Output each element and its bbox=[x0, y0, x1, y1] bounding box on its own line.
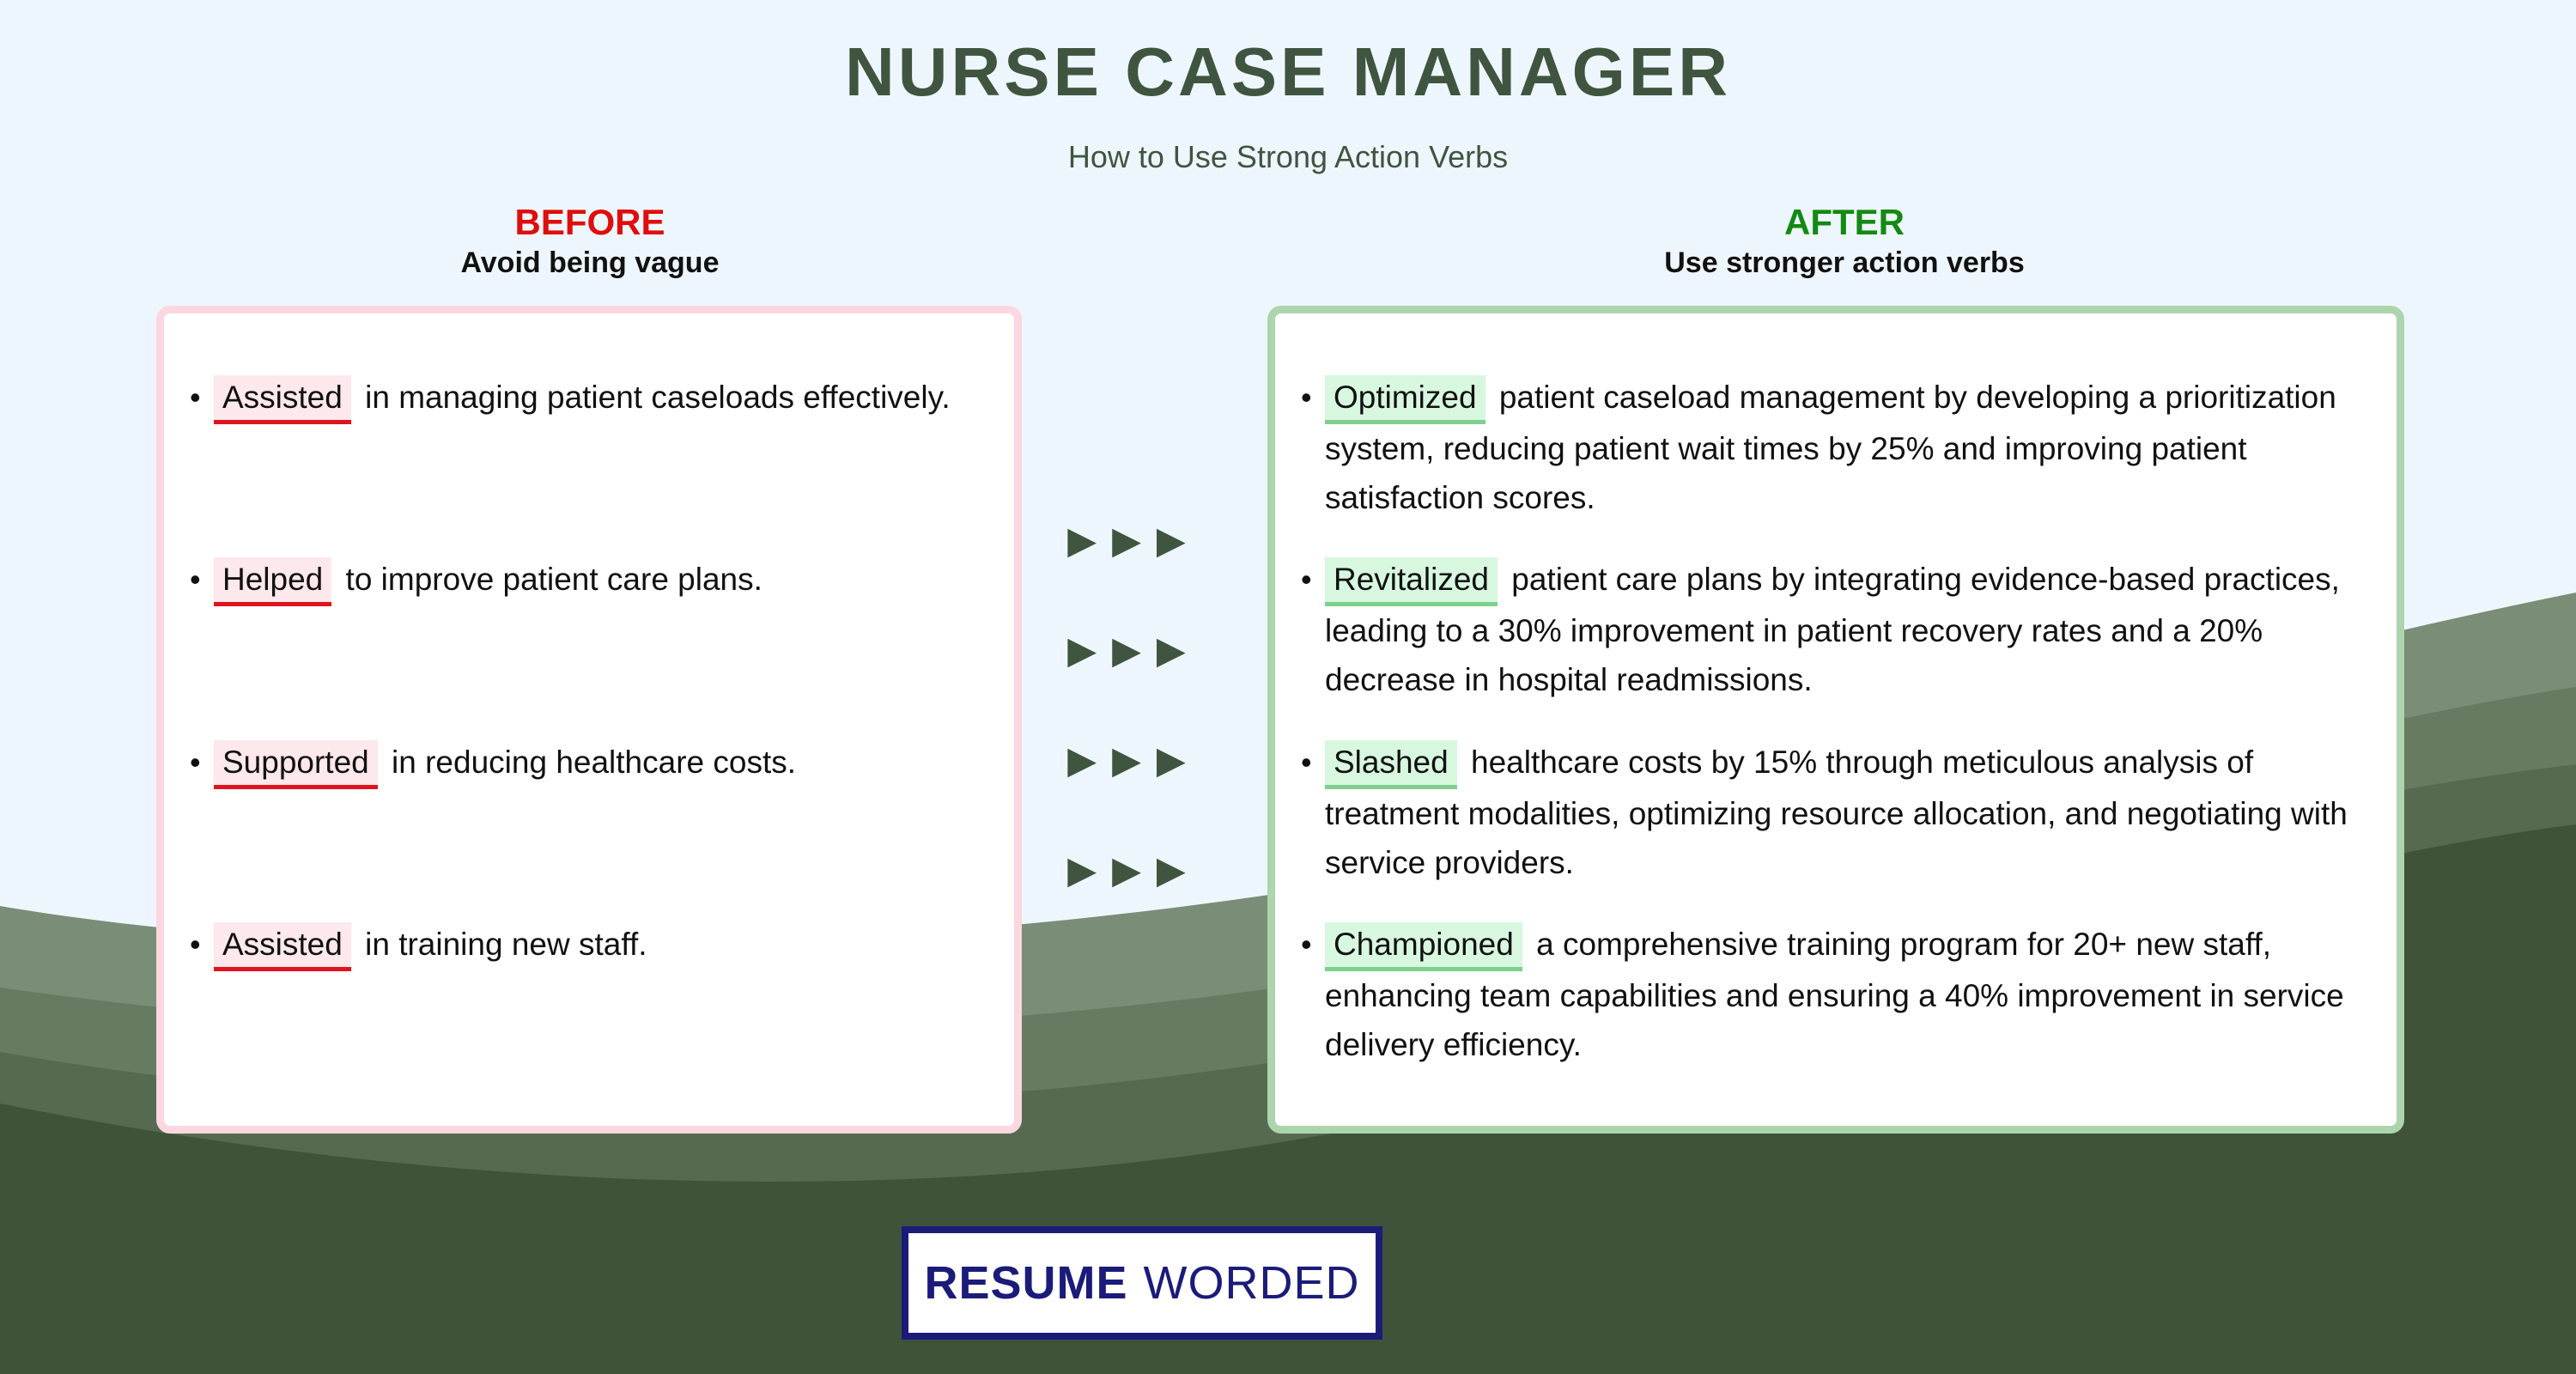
before-item-text: in reducing healthcare costs. bbox=[392, 745, 797, 780]
bullet: • bbox=[1301, 562, 1312, 597]
weak-verb: Assisted bbox=[214, 375, 351, 424]
before-header bbox=[158, 201, 1022, 282]
after-item bbox=[1301, 920, 2362, 1069]
after-item-text: patient caseload management by developing a prioritization system, reducing patient wait times by 25% and improving patient satisfaction scores. bbox=[1325, 380, 2336, 515]
strong-verb: Slashed bbox=[1325, 740, 1457, 789]
bullet: • bbox=[190, 927, 201, 962]
resume-worded-logo bbox=[902, 1226, 1382, 1340]
before-item bbox=[190, 920, 997, 971]
weak-verb: Helped bbox=[214, 557, 331, 606]
bullet: • bbox=[190, 380, 201, 415]
logo-light-text: WORDED bbox=[1143, 1257, 1360, 1309]
before-label: BEFORE bbox=[514, 202, 665, 242]
before-item bbox=[190, 555, 997, 606]
after-item bbox=[1301, 738, 2362, 887]
before-panel bbox=[156, 306, 1022, 1134]
bullet: • bbox=[1301, 927, 1312, 962]
arrow-icon: ▶▶▶ bbox=[1067, 739, 1201, 781]
bullet: • bbox=[1301, 380, 1312, 415]
strong-verb: Optimized bbox=[1325, 375, 1485, 424]
after-item-text: healthcare costs by 15% through meticulous analysis of treatment modalities, optimizing resource allocation, and negotiating with service providers. bbox=[1325, 745, 2348, 880]
after-item bbox=[1301, 373, 2362, 522]
arrow-icon: ▶▶▶ bbox=[1067, 629, 1201, 672]
before-item-text: in managing patient caseloads effectively. bbox=[365, 380, 951, 415]
after-header bbox=[1269, 201, 2420, 282]
arrow-icon: ▶▶▶ bbox=[1067, 849, 1201, 891]
arrow-icon: ▶▶▶ bbox=[1067, 520, 1201, 562]
after-panel bbox=[1267, 306, 2404, 1134]
before-sublabel: Avoid being vague bbox=[460, 246, 720, 279]
bullet: • bbox=[1301, 745, 1312, 780]
after-item-text: patient care plans by integrating evidence-based practices, leading to a 30% improvement in patient recovery rates and a 20% decrease in hospital readmissions. bbox=[1325, 562, 2340, 697]
logo-bold-text: RESUME bbox=[924, 1257, 1128, 1309]
strong-verb: Championed bbox=[1325, 922, 1522, 971]
after-item-text: a comprehensive training program for 20+ new staff, enhancing team capabilities and ensuring a 40% improvement in service delivery efficiency. bbox=[1325, 927, 2344, 1062]
before-item-text: to improve patient care plans. bbox=[345, 562, 762, 597]
before-item bbox=[190, 738, 997, 789]
page-title: NURSE CASE MANAGER bbox=[844, 33, 1732, 110]
weak-verb: Assisted bbox=[214, 922, 351, 971]
after-item bbox=[1301, 555, 2362, 704]
bullet: • bbox=[190, 562, 201, 597]
before-item-text: in training new staff. bbox=[365, 927, 647, 962]
after-sublabel: Use stronger action verbs bbox=[1664, 246, 2025, 279]
before-item bbox=[190, 373, 997, 424]
bullet: • bbox=[190, 745, 201, 780]
weak-verb: Supported bbox=[214, 740, 378, 789]
strong-verb: Revitalized bbox=[1325, 557, 1498, 606]
after-label: AFTER bbox=[1784, 202, 1905, 242]
page-subtitle: How to Use Strong Action Verbs bbox=[1067, 139, 1509, 174]
